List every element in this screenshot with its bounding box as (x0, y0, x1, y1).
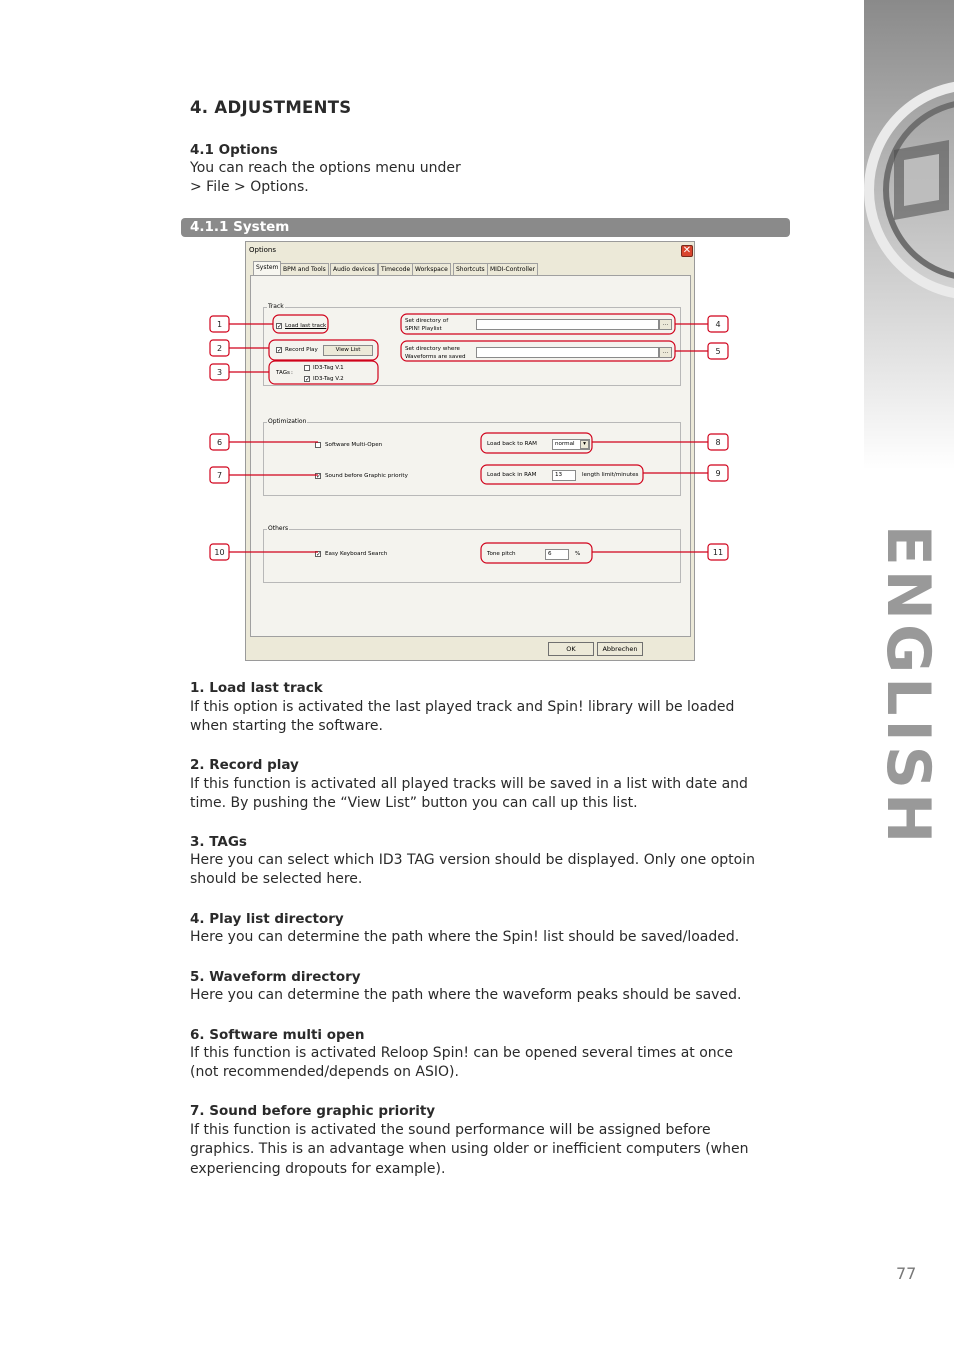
id3-tag-v2-label: ID3-Tag V.2 (313, 376, 344, 382)
callout-number: 2 (216, 344, 223, 353)
sound-priority-checkbox[interactable]: ✓ (316, 473, 322, 480)
software-multi-open-label: Software Multi-Open (325, 442, 383, 448)
callout-number: 3 (216, 368, 223, 377)
system-tab-panel: Track ✓ Load last track ✓ Record Play View List TAGs : ID3-Tag V.1 ✓ ID3-Tag V.2 Set directory of SPIN! Playlist ... Set directory where Waveforms are saved ... Optimization Software Multi-Open Load back to RAM normal ▾ ✓ Sound before Graphic priority Load back in RAM 13 length limit/minutes Others ✓ Easy Keyboard Search Tone pitch 6 % (250, 275, 691, 637)
view-list-button[interactable]: View List (323, 345, 373, 356)
waveform-directory-label: Set directory where (405, 346, 460, 352)
waveform-directory-label: Waveforms are saved (405, 354, 466, 360)
item-body: Here you can determine the path where the waveform peaks should be saved. (190, 987, 742, 1003)
brand-logo-icon (864, 0, 954, 470)
load-last-track-label: Load last track (285, 323, 327, 329)
waveform-directory-input[interactable] (476, 347, 659, 358)
software-multi-open-checkbox[interactable] (315, 442, 321, 448)
tab-timecode[interactable]: Timecode (378, 263, 413, 276)
waveform-browse-button[interactable]: ... (659, 347, 672, 358)
tab-system[interactable]: System (253, 261, 281, 276)
chevron-down-icon[interactable]: ▾ (580, 440, 589, 449)
callout-number: 6 (216, 438, 223, 447)
sound-priority-label: Sound before Graphic priority (325, 473, 408, 479)
item-title: 4. Play list directory (190, 911, 344, 927)
callout-number: 9 (715, 469, 721, 478)
tab-bpm-and-tools[interactable]: BPM and Tools (280, 263, 329, 276)
callout-number: 11 (712, 548, 724, 557)
load-back-in-ram-label: Load back in RAM (487, 472, 537, 478)
load-back-to-ram-label: Load back to RAM (487, 441, 537, 447)
easy-keyboard-search-checkbox[interactable]: ✓ (316, 551, 322, 558)
id3-tag-v1-label: ID3-Tag V.1 (313, 365, 344, 371)
item-title: 7. Sound before graphic priority (190, 1103, 436, 1119)
tone-pitch-label: Tone pitch (487, 551, 516, 557)
item-body: If this function is activated all played tracks will be saved in a list with date and time. By pushing the “View List” button you can call up this list. (190, 776, 748, 812)
callout-number: 10 (214, 548, 225, 557)
item-body: Here you can select which ID3 TAG version should be displayed. Only one optoin should be selected here. (190, 852, 755, 888)
callout-number: 8 (715, 438, 721, 447)
close-icon[interactable]: ✕ (682, 245, 692, 256)
tab-workspace[interactable]: Workspace (412, 263, 451, 276)
callout-number: 1 (216, 320, 223, 329)
tab-audio-devices[interactable]: Audio devices (330, 263, 378, 276)
optimization-group (263, 422, 681, 496)
options-dialog-screenshot (245, 241, 695, 661)
playlist-directory-input[interactable] (476, 319, 659, 330)
section-heading-options: 4.1 Options (190, 142, 278, 158)
item-title: 2. Record play (190, 757, 299, 773)
optimization-group-label: Optimization (268, 418, 307, 425)
load-back-to-ram-select[interactable]: normal (552, 439, 590, 450)
page-title: 4. ADJUSTMENTS (190, 98, 352, 117)
dialog-title: Options (249, 246, 277, 254)
ok-button[interactable]: OK (548, 642, 594, 656)
options-intro-line: > File > Options. (190, 179, 309, 195)
id3-tag-v2-checkbox[interactable]: ✓ (305, 376, 311, 383)
item-body: Here you can determine the path where the Spin! list should be saved/loaded. (190, 929, 740, 945)
percent-label: % (575, 551, 581, 557)
side-language-label: ENGLISH (873, 524, 943, 848)
callout-number: 7 (216, 471, 223, 480)
cancel-button[interactable]: Abbrechen (597, 642, 643, 656)
options-intro-line: You can reach the options menu under (190, 160, 461, 176)
item-body: If this function is activated Reloop Spin! can be opened several times at once (not recommended/depends on ASIO). (190, 1045, 733, 1081)
playlist-directory-label: Set directory of (405, 318, 449, 324)
tone-pitch-stepper[interactable]: 6 (545, 549, 569, 560)
playlist-directory-label: SPIN! Playlist (405, 326, 442, 332)
id3-tag-v1-checkbox[interactable] (304, 365, 310, 371)
track-group-label: Track (268, 303, 284, 310)
item-title: 6. Software multi open (190, 1027, 365, 1043)
item-title: 3. TAGs (190, 834, 247, 850)
load-last-track-checkbox[interactable]: ✓ (277, 323, 283, 330)
item-body: If this function is activated the sound performance will be assigned before graphics. This is an advantage when using older or inefficient computers (when experiencing dropouts for example). (190, 1122, 749, 1177)
subsection-bar-system: 4.1.1 System (181, 218, 790, 237)
record-play-checkbox[interactable]: ✓ (277, 347, 283, 354)
page-number: 77 (896, 1264, 917, 1283)
tags-label: TAGs (276, 370, 290, 376)
others-group-label: Others (268, 525, 289, 532)
length-limit-label: length limit/minutes (582, 472, 639, 478)
callout-number: 5 (715, 347, 721, 356)
callout-number: 4 (715, 320, 721, 329)
easy-keyboard-search-label: Easy Keyboard Search (325, 551, 388, 557)
tab-midi-controller[interactable]: MIDI-Controller (487, 263, 538, 276)
side-logo-strip (864, 0, 954, 470)
item-title: 5. Waveform directory (190, 969, 361, 985)
playlist-browse-button[interactable]: ... (659, 319, 672, 330)
item-title: 1. Load last track (190, 680, 323, 696)
item-body: If this option is activated the last played track and Spin! library will be loaded when starting the software. (190, 699, 735, 735)
record-play-label: Record Play (285, 347, 318, 353)
load-back-in-ram-stepper[interactable]: 13 (552, 470, 576, 481)
tab-shortcuts[interactable]: Shortcuts (453, 263, 488, 276)
